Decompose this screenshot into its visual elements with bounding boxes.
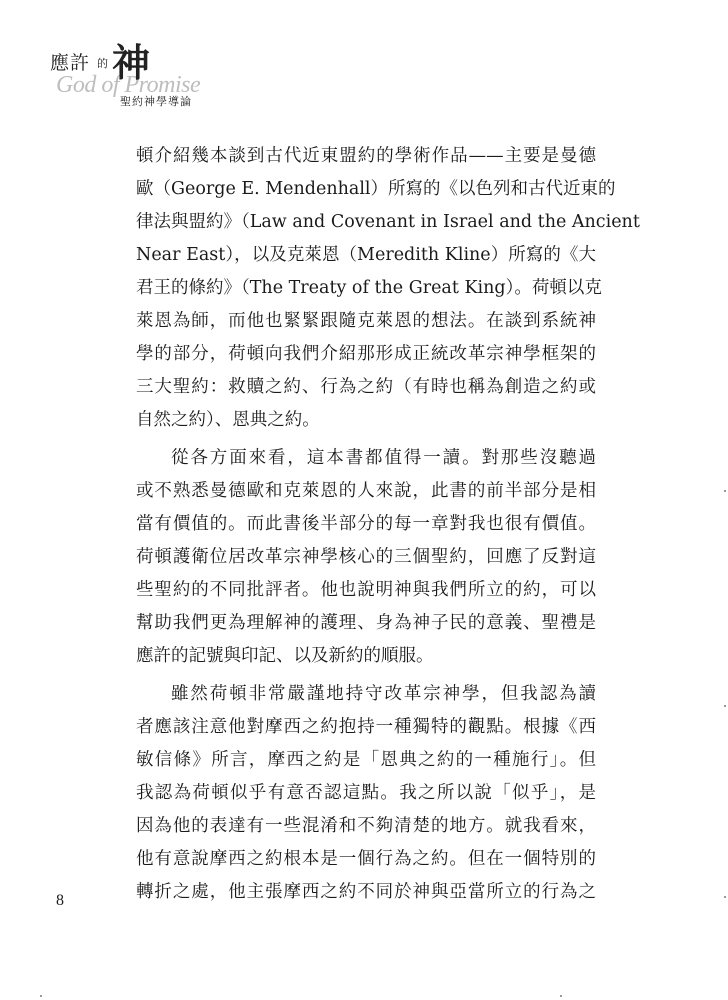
text-line: 因為他的表達有一些混淆和不夠清楚的地方。就我看來，: [136, 816, 596, 836]
text-line: 律法與盟約》（Law and Covenant in Israel and the Ancient: [136, 212, 640, 232]
scan-mark: [40, 995, 42, 997]
page-number: 8: [56, 892, 64, 909]
scan-mark: [724, 705, 726, 707]
text-line: 歐（George E. Mendenhall）所寫的《以色列和古代近東的: [136, 179, 616, 199]
paragraph-1: [136, 140, 640, 437]
text-line: 頓介紹幾本談到古代近東盟約的學術作品——主要是曼德: [136, 146, 596, 166]
body-text: [136, 140, 640, 909]
text-line: 自然之約）、恩典之約。: [136, 410, 320, 430]
text-line: 君王的條約》（The Treaty of the Great King）。荷頓以克: [136, 278, 602, 298]
book-title-god: 神: [112, 40, 151, 85]
text-line: 或不熟悉曼德歐和克萊恩的人來說，此書的前半部分是相: [136, 481, 596, 501]
scan-mark: [724, 490, 726, 492]
text-line: 敏信條》所言，摩西之約是「恩典之約的一種施行」。但: [136, 750, 596, 770]
text-line: 學的部分，荷頓向我們介紹那形成正統改革宗神學框架的: [136, 344, 596, 364]
text-line: 當有價值的。而此書後半部分的每一章對我也很有價值。: [136, 514, 596, 534]
text-line: Near East），以及克萊恩（Meredith Kline）所寫的《大: [136, 245, 596, 265]
text-line: 幫助我們更為理解神的護理、身為神子民的意義、聖禮是: [136, 613, 596, 633]
scan-mark: [724, 896, 726, 898]
book-subtitle: 聖約神學導論: [120, 95, 192, 108]
scan-mark: [560, 995, 562, 997]
text-line: 應許的記號與印記、以及新約的順服。: [136, 646, 434, 666]
book-title-particle: 的: [97, 57, 108, 70]
text-line: 我認為荷頓似乎有意否認這點。我之所以說「似乎」，是: [136, 783, 596, 803]
text-line: 荷頓護衛位居改革宗神學核心的三個聖約，回應了反對這: [136, 547, 596, 567]
text-line: 從各方面來看，這本書都值得一讀。對那些沒聽過: [171, 448, 596, 468]
text-line: 轉折之處，他主張摩西之約不同於神與亞當所立的行為之: [136, 882, 596, 902]
book-title-chinese: 應許: [50, 52, 91, 74]
text-line: 他有意說摩西之約根本是一個行為之約。但在一個特別的: [136, 849, 596, 869]
book-title-english: God of Promise: [56, 72, 201, 98]
text-line: 些聖約的不同批評者。他也說明神與我們所立的約，可以: [136, 580, 596, 600]
paragraph-2: [136, 442, 596, 673]
book-header: [40, 28, 240, 118]
text-line: 者應該注意他對摩西之約抱持一種獨特的觀點。根據《西: [136, 717, 596, 737]
paragraph-3: [136, 678, 596, 909]
text-line: 雖然荷頓非常嚴謹地持守改革宗神學，但我認為讀: [171, 684, 596, 704]
text-line: 三大聖約：救贖之約、行為之約（有時也稱為創造之約或: [136, 377, 596, 397]
text-line: 萊恩為師，而他也緊緊跟隨克萊恩的想法。在談到系統神: [136, 311, 596, 331]
